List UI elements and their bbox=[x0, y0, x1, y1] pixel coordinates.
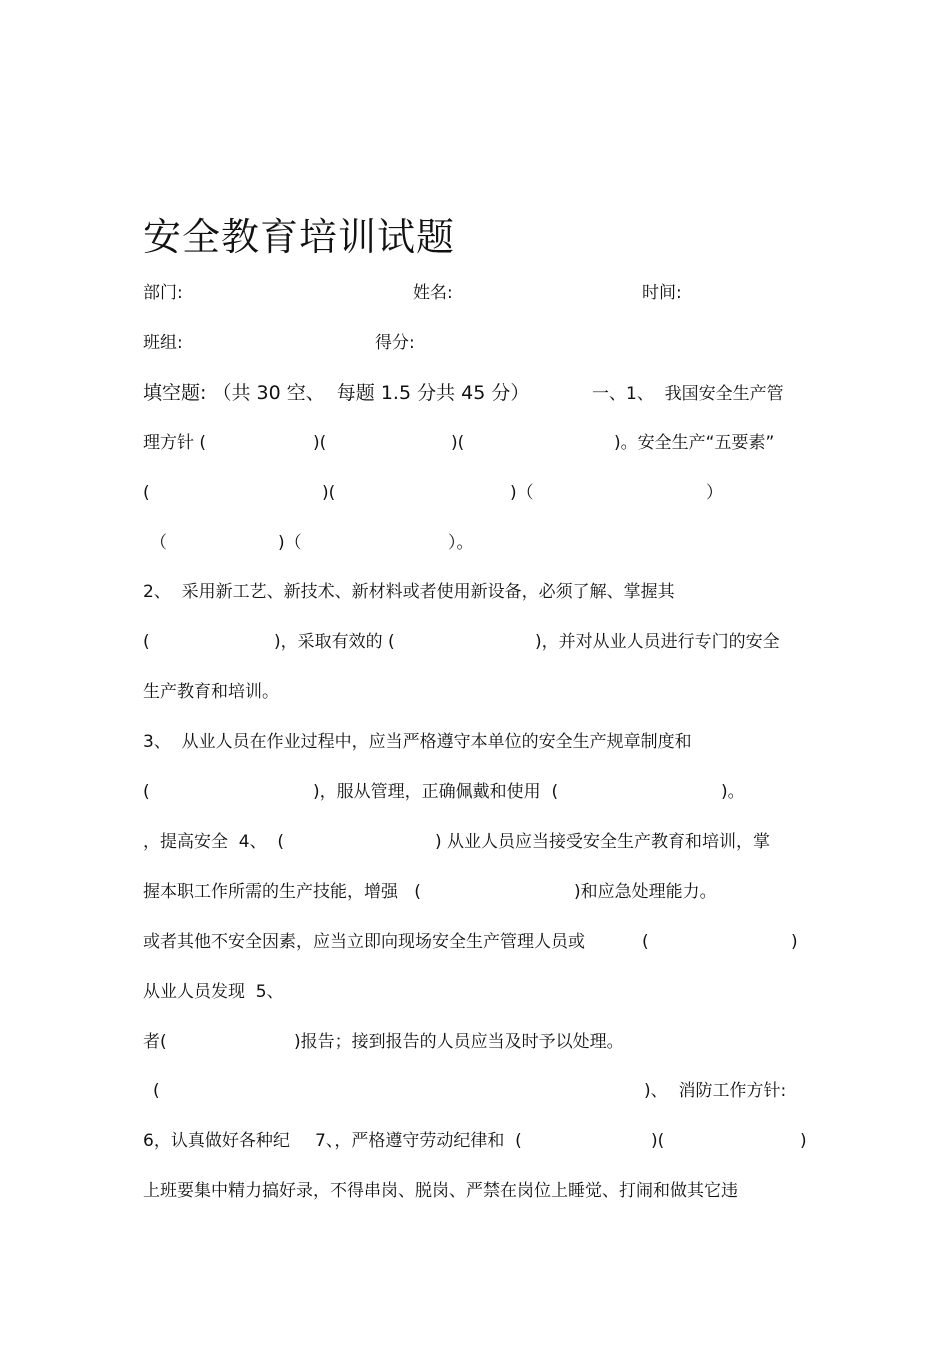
blank-bracket: ）。 bbox=[448, 533, 474, 553]
blank-bracket: )( bbox=[322, 483, 336, 503]
blank-bracket: ( bbox=[153, 1081, 160, 1101]
blank-bracket: )（ bbox=[278, 533, 302, 553]
question-text: )、 消防工作方针: bbox=[644, 1081, 787, 1101]
question-text: )，并对从业人员进行专门的安全 bbox=[535, 632, 780, 652]
question-text: 理方针 ( bbox=[143, 433, 207, 453]
score-label: 得分: bbox=[375, 333, 415, 353]
blank-bracket: )( bbox=[313, 433, 327, 453]
blank-bracket: )( bbox=[451, 433, 465, 453]
blank-bracket: ) bbox=[800, 1131, 807, 1151]
question-text: 上班要集中精力搞好录，不得串岗、脱岗、严禁在岗位上睡觉、打闹和做其它违 bbox=[143, 1181, 738, 1201]
question-text: )。安全生产“五要素” bbox=[614, 433, 775, 453]
page-title: 安全教育培训试题 bbox=[143, 215, 456, 259]
question-text: 3、 从业人员在作业过程中，应当严格遵守本单位的安全生产规章制度和 bbox=[143, 732, 692, 752]
blank-bracket: ( bbox=[143, 632, 150, 652]
blank-bracket: ) bbox=[791, 932, 798, 952]
question-text: 者( bbox=[143, 1032, 167, 1052]
question-text: 一、1、 我国安全生产管 bbox=[592, 384, 784, 404]
blank-bracket: ( bbox=[642, 932, 649, 952]
question-text: 从业人员发现 5、 bbox=[143, 982, 284, 1002]
blank-bracket: ( bbox=[143, 782, 150, 802]
blank-bracket: ） bbox=[706, 483, 723, 503]
blank-bracket: )（ bbox=[510, 483, 534, 503]
question-text: 生产教育和培训。 bbox=[143, 682, 279, 702]
question-text: 7、，严格遵守劳动纪律和 ( bbox=[315, 1131, 522, 1151]
question-text: ，提高安全 4、 ( bbox=[143, 832, 285, 852]
blank-bracket: （ bbox=[150, 533, 167, 553]
section-heading: 填空题: （共 30 空、 每题 1.5 分共 45 分） bbox=[143, 382, 530, 404]
time-label: 时间: bbox=[642, 283, 682, 303]
question-text: )报告；接到报告的人员应当及时予以处理。 bbox=[294, 1032, 624, 1052]
question-text: 6，认真做好各种纪 bbox=[143, 1131, 290, 1151]
question-text: 握本职工作所需的生产技能，增强 ( bbox=[143, 882, 421, 902]
question-text: 2、 采用新工艺、新技术、新材料或者使用新设备，必须了解、掌握其 bbox=[143, 582, 675, 602]
dept-label: 部门: bbox=[143, 283, 183, 303]
question-text: )和应急处理能力。 bbox=[574, 882, 717, 902]
question-text: ) 从业人员应当接受安全生产教育和培训，掌 bbox=[435, 832, 771, 852]
question-text: )。 bbox=[721, 782, 745, 802]
blank-bracket: ( bbox=[143, 483, 150, 503]
question-text: 或者其他不安全因素，应当立即向现场安全生产管理人员或 bbox=[143, 932, 585, 952]
question-text: )，采取有效的 ( bbox=[274, 632, 395, 652]
blank-bracket: )( bbox=[651, 1131, 665, 1151]
team-label: 班组: bbox=[143, 333, 183, 353]
name-label: 姓名: bbox=[413, 283, 453, 303]
question-text: )，服从管理，正确佩戴和使用 ( bbox=[313, 782, 559, 802]
